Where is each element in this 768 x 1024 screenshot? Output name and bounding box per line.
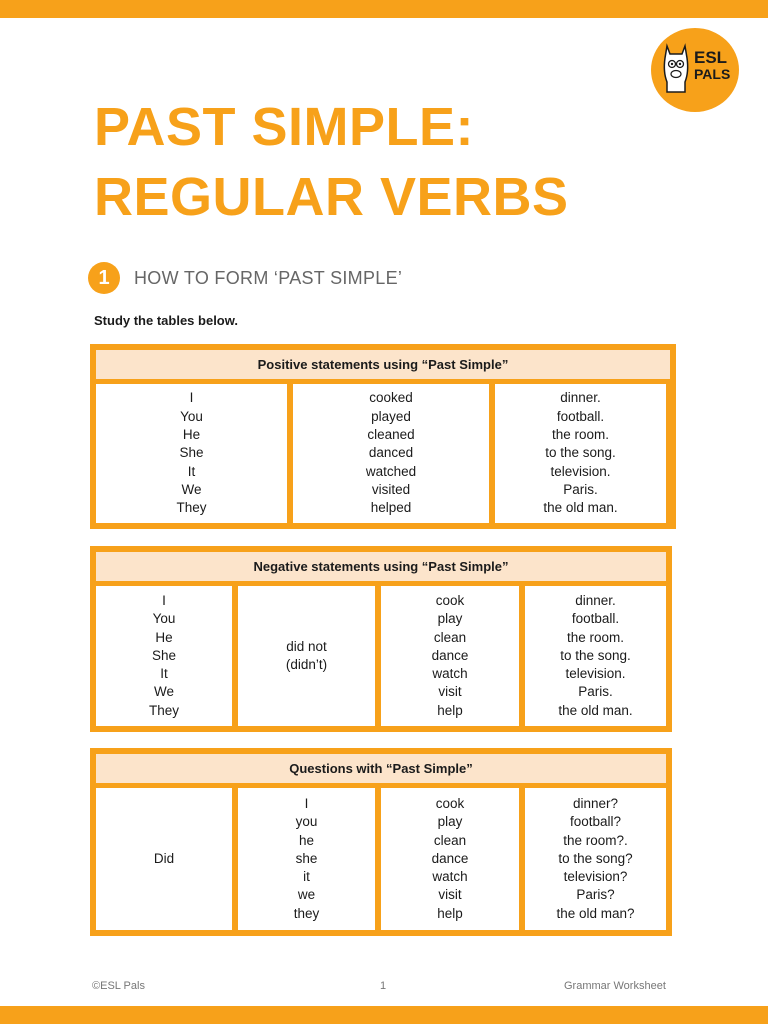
table-cell: cooked [369, 390, 413, 406]
table-header: Negative statements using “Past Simple” [96, 552, 666, 581]
table-cell: watched [365, 463, 417, 479]
table-cell: watch [432, 666, 468, 682]
table-cell: visited [371, 481, 411, 497]
table-header: Questions with “Past Simple” [96, 754, 666, 783]
table-cell: they [293, 905, 320, 921]
questions-table [90, 748, 672, 936]
llama-icon [661, 42, 691, 94]
auxiliary-column [238, 586, 375, 726]
table-cell: He [155, 629, 173, 645]
table-cell: television? [563, 869, 628, 885]
table-cell: We [153, 684, 174, 700]
table-cell: the old man. [543, 500, 618, 516]
table-cell: the room. [566, 629, 625, 645]
page-title-line-2: REGULAR VERBS [94, 167, 569, 227]
verb-column [381, 788, 519, 930]
table-cell: the old man. [558, 702, 633, 718]
table-cell: football. [571, 611, 620, 627]
table-cell: she [295, 850, 318, 866]
footer-document-type: Grammar Worksheet [564, 980, 666, 992]
table-cell: They [148, 702, 179, 718]
table-cell: dinner? [572, 795, 619, 811]
auxiliary-column [96, 788, 232, 930]
table-cell: television. [550, 463, 611, 479]
logo-text-esl: ESL [694, 48, 728, 67]
table-cell: television. [565, 666, 626, 682]
table-cell: you [295, 814, 318, 830]
subject-column [238, 788, 375, 930]
table-cell: played [371, 408, 411, 424]
negative-statements-table [90, 546, 672, 732]
table-cell: to the song. [560, 647, 631, 663]
object-column [495, 384, 666, 523]
subject-column [96, 384, 287, 523]
table-cell: You [152, 611, 176, 627]
table-cell: clean [433, 832, 467, 848]
table-cell: Paris? [576, 887, 615, 903]
table-cell: dinner. [560, 390, 601, 406]
table-cell: he [298, 832, 315, 848]
table-cell: clean [433, 629, 467, 645]
verb-column [381, 586, 519, 726]
table-cell: It [160, 666, 168, 682]
table-cell: It [187, 463, 196, 479]
table-cell: Paris. [578, 684, 613, 700]
table-cell: I [162, 592, 166, 608]
table-header: Positive statements using “Past Simple” [96, 350, 670, 379]
table-cell: I [189, 390, 194, 406]
positive-statements-table [90, 344, 676, 529]
table-cell: Did [153, 850, 175, 866]
table-cell: did not [286, 638, 327, 654]
esl-pals-logo [651, 28, 739, 112]
footer-copyright: ©ESL Pals [92, 980, 145, 992]
page-title [94, 92, 569, 232]
table-cell: watch [432, 869, 468, 885]
table-cell: He [182, 427, 201, 443]
table-cell: Paris. [563, 481, 598, 497]
table-cell: They [176, 500, 207, 516]
table-cell: She [179, 445, 204, 461]
table-cell: to the song? [558, 850, 633, 866]
table-cell: She [151, 647, 177, 663]
logo-text-pals: PALS [694, 66, 731, 82]
table-cell: cook [435, 592, 465, 608]
table-cell: to the song. [545, 445, 616, 461]
bottom-accent-bar [0, 1006, 768, 1024]
table-cell: help [437, 905, 463, 921]
table-cell: I [304, 795, 309, 811]
section-title: HOW TO FORM ‘PAST SIMPLE’ [134, 267, 403, 288]
instruction-text: Study the tables below. [94, 313, 238, 328]
table-cell: play [437, 814, 463, 830]
table-cell: help [437, 702, 463, 718]
object-column [525, 586, 666, 726]
footer-page-number: 1 [380, 980, 387, 992]
section-number-badge: 1 [88, 262, 120, 294]
table-cell: the room?. [563, 832, 628, 848]
table-cell: it [303, 869, 310, 885]
table-cell: helped [370, 500, 412, 516]
table-cell: visit [438, 684, 462, 700]
section-heading [88, 262, 402, 294]
table-cell: visit [438, 887, 462, 903]
table-cell: We [181, 481, 202, 497]
table-cell: dinner. [575, 592, 616, 608]
table-cell: (didn’t) [285, 657, 328, 672]
table-cell: danced [368, 445, 414, 461]
table-cell: we [297, 887, 316, 903]
verb-column [293, 384, 489, 523]
table-cell: the old man? [556, 905, 635, 921]
table-cell: dance [431, 647, 469, 663]
table-cell: cleaned [367, 427, 415, 443]
table-cell: play [437, 611, 463, 627]
table-cell: You [180, 408, 203, 424]
table-cell: football. [556, 408, 605, 424]
page-title-line-1: PAST SIMPLE: [94, 97, 475, 157]
table-cell: cook [435, 795, 465, 811]
object-column [525, 788, 666, 930]
subject-column [96, 586, 232, 726]
table-cell: the room. [551, 427, 610, 443]
table-cell: dance [431, 850, 469, 866]
table-cell: football? [569, 814, 622, 830]
top-accent-bar [0, 0, 768, 18]
